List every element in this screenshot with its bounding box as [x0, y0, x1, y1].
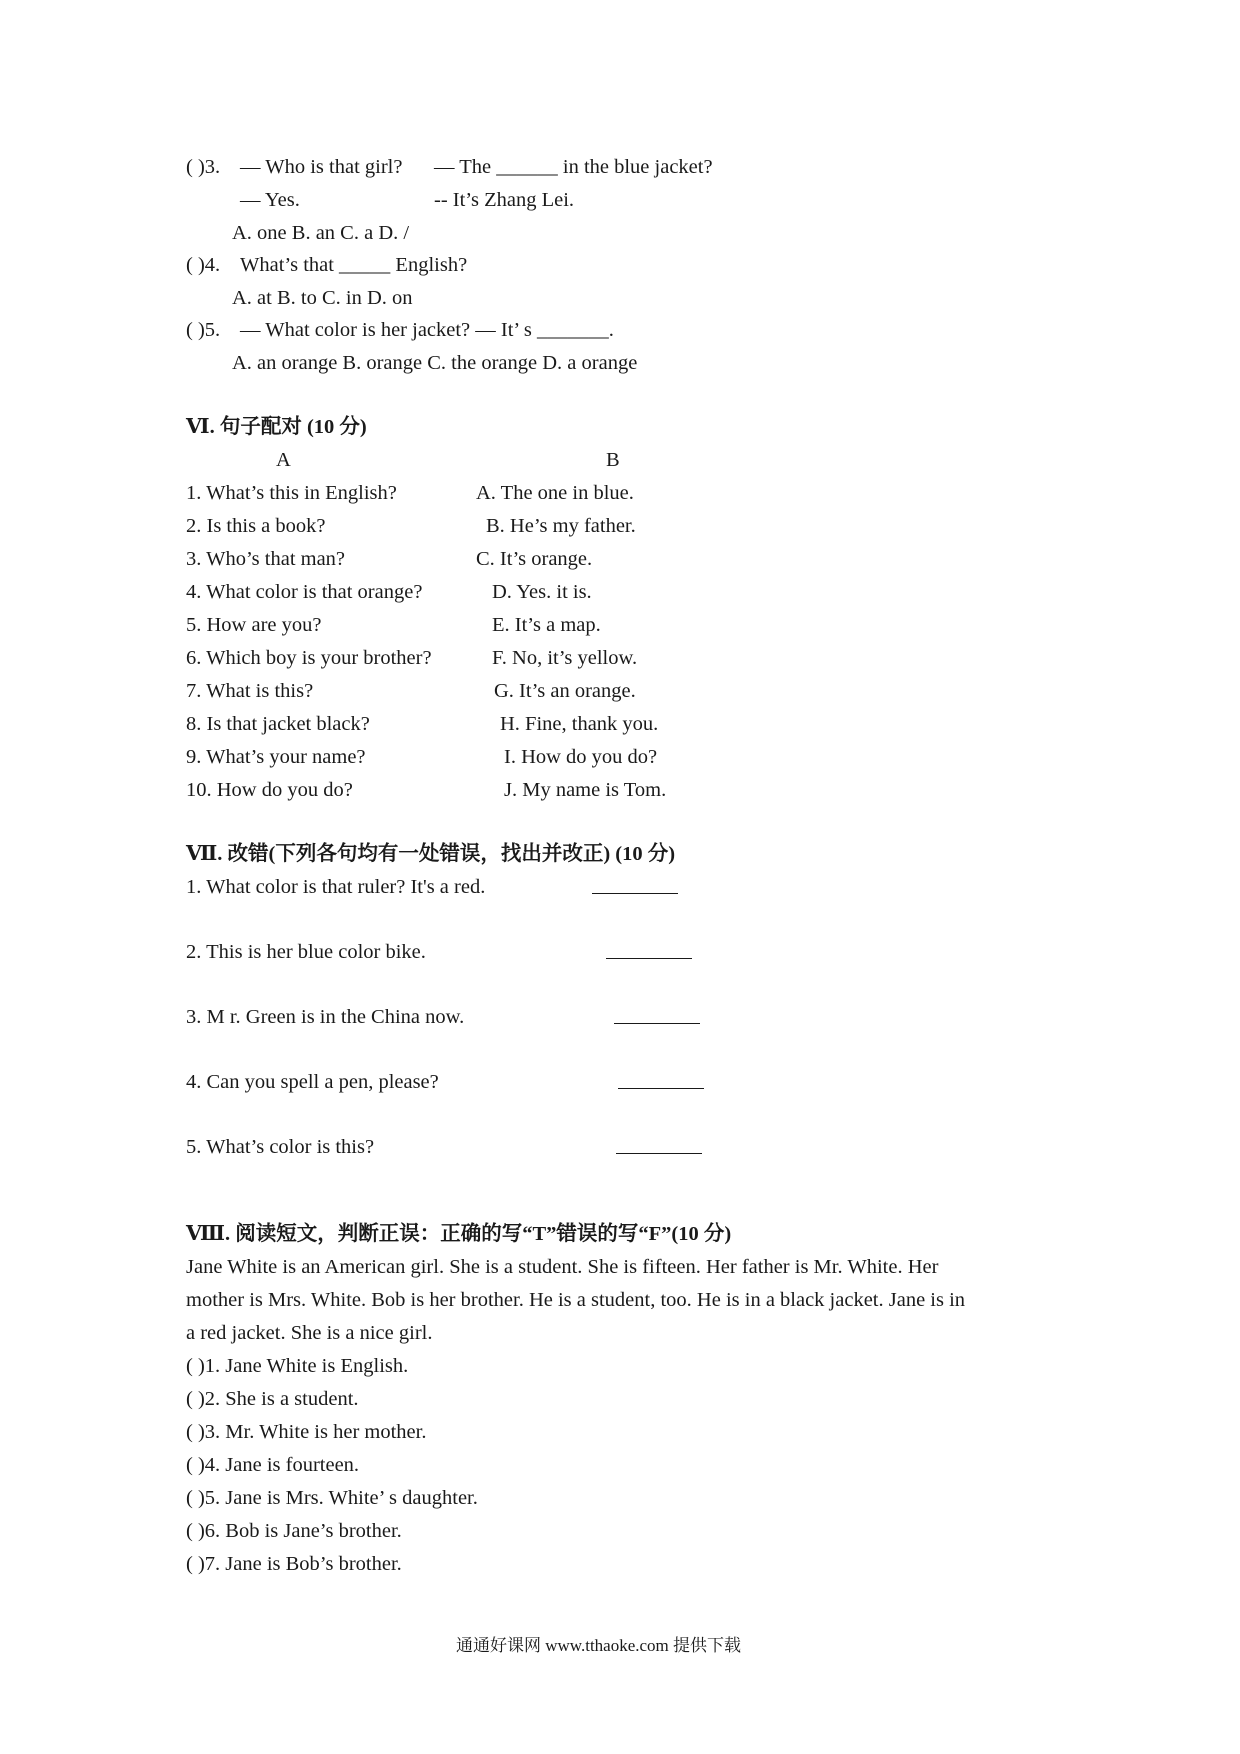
- match-answer: G. It’s an orange.: [494, 680, 636, 702]
- section-title: Ⅷ. 阅读短文，判断正误：正确的写“T”错误的写“F”(10 分): [186, 1223, 732, 1245]
- match-question: 8. Is that jacket black?: [186, 713, 370, 735]
- match-answer: A. The one in blue.: [476, 482, 634, 504]
- match-answer: F. No, it’s yellow.: [492, 647, 638, 669]
- correction-item: 3. M r. Green is in the China now.: [186, 1006, 465, 1028]
- page-footer: 通通好课网 www.tthaoke.com 提供下载: [456, 1636, 742, 1655]
- passage-line: a red jacket. She is a nice girl.: [186, 1322, 433, 1344]
- correction-item: 5. What’s color is this?: [186, 1136, 375, 1158]
- question-number: ( )3.: [186, 156, 221, 178]
- answer-blank[interactable]: [592, 893, 678, 894]
- section-title: Ⅵ. 句子配对 (10 分): [186, 416, 367, 438]
- question-number: ( )4.: [186, 254, 221, 276]
- match-answer: H. Fine, thank you.: [500, 713, 659, 735]
- true-false-item: ( )4. Jane is fourteen.: [186, 1454, 360, 1476]
- answer-options: A. an orange B. orange C. the orange D. a orange: [232, 352, 638, 374]
- true-false-item: ( )3. Mr. White is her mother.: [186, 1421, 427, 1443]
- answer-blank[interactable]: [618, 1088, 704, 1089]
- column-b-header: B: [606, 449, 620, 471]
- question-reply: — Yes.: [240, 189, 300, 211]
- answer-blank[interactable]: [606, 958, 692, 959]
- column-a-header: A: [276, 449, 291, 471]
- true-false-item: ( )5. Jane is Mrs. White’ s daughter.: [186, 1487, 478, 1509]
- true-false-item: ( )2. She is a student.: [186, 1388, 359, 1410]
- true-false-item: ( )6. Bob is Jane’s brother.: [186, 1520, 402, 1542]
- answer-blank[interactable]: [616, 1153, 702, 1154]
- question-number: ( )5.: [186, 319, 221, 341]
- question-reply: -- It’s Zhang Lei.: [434, 189, 575, 211]
- section-title: Ⅶ. 改错(下列各句均有一处错误，找出并改正) (10 分): [186, 843, 676, 865]
- match-answer: B. He’s my father.: [486, 515, 636, 537]
- question-prompt: What’s that _____ English?: [240, 254, 468, 276]
- true-false-item: ( )7. Jane is Bob’s brother.: [186, 1553, 402, 1575]
- match-question: 6. Which boy is your brother?: [186, 647, 432, 669]
- passage-line: mother is Mrs. White. Bob is her brother. He is a student, too. He is in a black jacket. Jane is in: [186, 1289, 966, 1311]
- answer-blank[interactable]: [614, 1023, 700, 1024]
- match-question: 2. Is this a book?: [186, 515, 326, 537]
- true-false-item: ( )1. Jane White is English.: [186, 1355, 409, 1377]
- passage-line: Jane White is an American girl. She is a student. She is fifteen. Her father is Mr. White. Her: [186, 1256, 939, 1278]
- match-answer: E. It’s a map.: [492, 614, 601, 636]
- match-question: 3. Who’s that man?: [186, 548, 346, 570]
- match-question: 7. What is this?: [186, 680, 314, 702]
- match-question: 9. What’s your name?: [186, 746, 366, 768]
- question-prompt: — The ______ in the blue jacket?: [434, 156, 713, 178]
- match-question: 5. How are you?: [186, 614, 322, 636]
- match-question: 1. What’s this in English?: [186, 482, 397, 504]
- match-answer: J. My name is Tom.: [504, 779, 667, 801]
- answer-options: A. one B. an C. a D. /: [232, 222, 410, 244]
- match-question: 4. What color is that orange?: [186, 581, 423, 603]
- match-question: 10. How do you do?: [186, 779, 353, 801]
- correction-item: 1. What color is that ruler? It's a red.: [186, 876, 486, 898]
- question-prompt: — Who is that girl?: [240, 156, 403, 178]
- correction-item: 4. Can you spell a pen, please?: [186, 1071, 439, 1093]
- match-answer: D. Yes. it is.: [492, 581, 592, 603]
- correction-item: 2. This is her blue color bike.: [186, 941, 426, 963]
- match-answer: C. It’s orange.: [476, 548, 593, 570]
- answer-options: A. at B. to C. in D. on: [232, 287, 413, 309]
- match-answer: I. How do you do?: [504, 746, 658, 768]
- question-prompt: — What color is her jacket? — It’ s _______.: [240, 319, 614, 341]
